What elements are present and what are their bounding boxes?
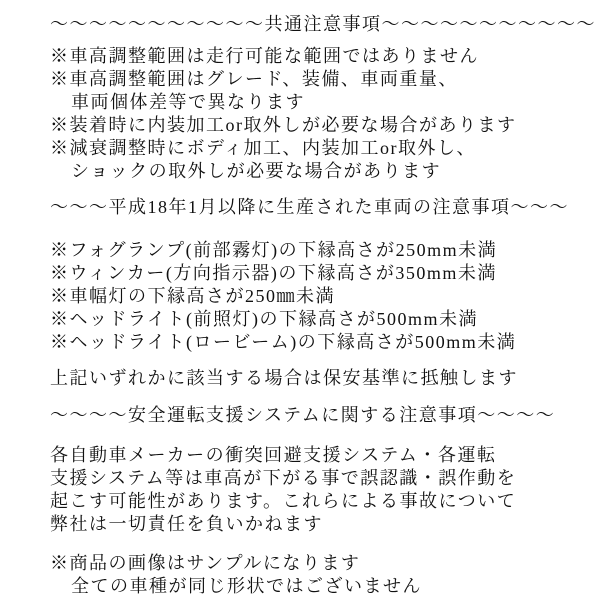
safety-paragraph-line2: 支援システム等は車高が下がる事で誤認識・誤作動を [50,468,517,488]
section-header-heisei18: ～～～平成18年1月以降に生産された車両の注意事項～～～ [50,197,569,217]
section-header-common: ～～～～～～～～～～～共通注意事項～～～～～～～～～～～ [50,14,596,34]
notice-line-fog-lamp: ※フォグランプ(前部霧灯)の下縁高さが250mm未満 [50,240,498,260]
sample-image-note-cont: 全ての車種が同じ形状ではございません [71,576,422,596]
section-header-safety-system: ～～～～安全運転支援システムに関する注意事項～～～～ [50,405,556,425]
sample-image-note: ※商品の画像はサンプルになります [50,553,361,573]
notice-line-safety-standard-conclusion: 上記いずれかに該当する場合は保安基準に抵触します [50,368,518,388]
notice-line-damping-adjust-cont: ショックの取外しが必要な場合があります [71,161,442,181]
notice-line-headlight-lowbeam: ※ヘッドライト(ロービーム)の下縁高さが500mm未満 [50,332,517,352]
notice-line-grade-equipment: ※車高調整範囲はグレード、装備、車両重量、 [50,69,458,89]
notice-line-height-range: ※車高調整範囲は走行可能な範囲ではありません [50,46,479,66]
notice-line-interior-work: ※装着時に内装加工or取外しが必要な場合があります [50,115,517,135]
notice-line-side-marker: ※車幅灯の下縁高さが250㎜未満 [50,286,335,306]
safety-paragraph-line1: 各自動車メーカーの衝突回避支援システム・各運転 [50,445,497,465]
notice-line-grade-equipment-cont: 車両個体差等で異なります [71,92,305,112]
notice-line-winker: ※ウィンカー(方向指示器)の下縁高さが350mm未満 [50,263,497,283]
safety-paragraph-line3: 起こす可能性があります。これらによる事故について [50,491,517,511]
notice-line-damping-adjust: ※減衰調整時にボディ加工、内装加工or取外し、 [50,138,477,158]
safety-paragraph-line4: 弊社は一切責任を負いかねます [50,514,323,534]
notice-line-headlight-front: ※ヘッドライト(前照灯)の下縁高さが500mm未満 [50,309,478,329]
